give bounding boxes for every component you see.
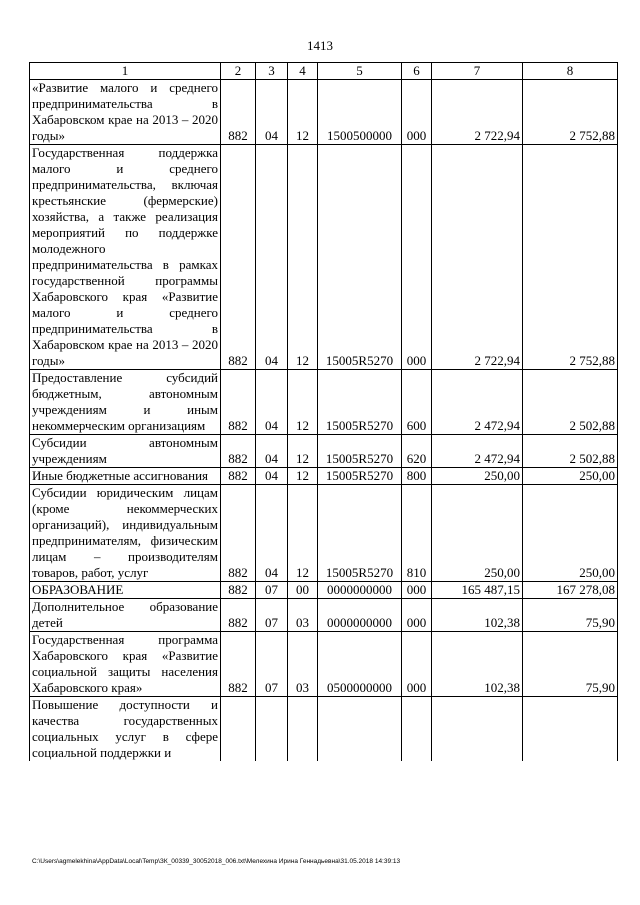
- row-rz: 04: [256, 370, 288, 435]
- row-csr: 1500500000: [318, 80, 402, 145]
- table-row: [30, 145, 618, 370]
- row-vr: 600: [402, 370, 432, 435]
- row-ved: 882: [221, 80, 256, 145]
- table-row: [30, 370, 618, 435]
- row-sum-2: [523, 697, 618, 762]
- table-row: [30, 632, 618, 697]
- row-rz: 04: [256, 468, 288, 485]
- row-ved: 882: [221, 632, 256, 697]
- row-rz: 07: [256, 582, 288, 599]
- row-name: Дополнительное образование детей: [30, 599, 221, 632]
- row-name: «Развитие малого и среднего предпринимательства в Хабаровском крае на 2013 – 2020 годы»: [30, 80, 221, 145]
- row-csr: 15005R5270: [318, 370, 402, 435]
- row-sum-1: 2 472,94: [432, 435, 523, 468]
- row-vr: 000: [402, 599, 432, 632]
- table-row: [30, 697, 618, 762]
- row-csr: 15005R5270: [318, 145, 402, 370]
- row-pr: 12: [288, 370, 318, 435]
- row-name: Государственная программа Хабаровского края «Развитие социальной защиты населения Хабаровского края»: [30, 632, 221, 697]
- page-number: 1413: [307, 38, 333, 53]
- row-name: ОБРАЗОВАНИЕ: [30, 582, 221, 599]
- row-rz: 04: [256, 435, 288, 468]
- row-pr: 03: [288, 632, 318, 697]
- row-pr: 12: [288, 145, 318, 370]
- column-header: 2: [221, 63, 256, 80]
- table-row: [30, 599, 618, 632]
- row-csr: 0500000000: [318, 632, 402, 697]
- row-rz: 04: [256, 145, 288, 370]
- row-rz: 07: [256, 632, 288, 697]
- column-header-row: [30, 63, 618, 80]
- column-header: 1: [30, 63, 221, 80]
- row-name: Субсидии юридическим лицам (кроме некоммерческих организаций), индивидуальным предпринимателям, физическим лицам – производителям товаров, работ, услуг: [30, 485, 221, 582]
- row-ved: [221, 697, 256, 762]
- row-pr: 12: [288, 435, 318, 468]
- column-header: 6: [402, 63, 432, 80]
- row-pr: 12: [288, 468, 318, 485]
- file-path-footer: C:\Users\agmelekhina\AppData\Local\Temp\ЗК_00339_30052018_006.txt\Мелехина Ирина Геннадьевна\31.05.2018 14:39:13: [32, 858, 401, 865]
- row-name: Предоставление субсидий бюджетным, автономным учреждениям и иным некоммерческим организациям: [30, 370, 221, 435]
- row-vr: [402, 697, 432, 762]
- row-name: Повышение доступности и качества государственных социальных услуг в сфере социальной поддержки и: [30, 697, 221, 762]
- row-rz: 07: [256, 599, 288, 632]
- row-sum-1: 250,00: [432, 468, 523, 485]
- row-sum-1: 102,38: [432, 599, 523, 632]
- table-row: [30, 80, 618, 145]
- row-csr: 15005R5270: [318, 485, 402, 582]
- row-sum-2: 250,00: [523, 485, 618, 582]
- row-ved: 882: [221, 468, 256, 485]
- row-ved: 882: [221, 145, 256, 370]
- row-sum-1: 2 722,94: [432, 80, 523, 145]
- row-pr: 00: [288, 582, 318, 599]
- column-header: 4: [288, 63, 318, 80]
- row-vr: 810: [402, 485, 432, 582]
- row-name: Государственная поддержка малого и среднего предпринимательства, включая крестьянские (фермерские) хозяйства, а также реализация мероприятий по поддержке молодежного предпринимательства в рамках государственной программы Хабаровского края «Развитие малого и среднего предпринимательства в Хабаровском крае на 2013 – 2020 годы»: [30, 145, 221, 370]
- row-ved: 882: [221, 435, 256, 468]
- row-pr: 03: [288, 599, 318, 632]
- row-sum-1: 2 722,94: [432, 145, 523, 370]
- column-header: 3: [256, 63, 288, 80]
- row-name: Субсидии автономным учреждениям: [30, 435, 221, 468]
- row-rz: [256, 697, 288, 762]
- row-csr: 15005R5270: [318, 435, 402, 468]
- row-ved: 882: [221, 370, 256, 435]
- row-vr: 000: [402, 632, 432, 697]
- row-sum-2: 2 502,88: [523, 435, 618, 468]
- row-vr: 800: [402, 468, 432, 485]
- column-header: 8: [523, 63, 618, 80]
- table-row: [30, 435, 618, 468]
- row-sum-2: 2 502,88: [523, 370, 618, 435]
- table-row: [30, 468, 618, 485]
- table-row: [30, 485, 618, 582]
- row-sum-2: 2 752,88: [523, 80, 618, 145]
- row-sum-2: 167 278,08: [523, 582, 618, 599]
- row-pr: 12: [288, 80, 318, 145]
- row-vr: 000: [402, 582, 432, 599]
- row-sum-2: 250,00: [523, 468, 618, 485]
- row-pr: [288, 697, 318, 762]
- row-pr: 12: [288, 485, 318, 582]
- row-ved: 882: [221, 485, 256, 582]
- row-vr: 000: [402, 80, 432, 145]
- row-sum-2: 75,90: [523, 632, 618, 697]
- table-row: [30, 582, 618, 599]
- column-header: 5: [318, 63, 402, 80]
- row-csr: [318, 697, 402, 762]
- row-name: Иные бюджетные ассигнования: [30, 468, 221, 485]
- row-rz: 04: [256, 80, 288, 145]
- row-csr: 15005R5270: [318, 468, 402, 485]
- row-sum-1: 165 487,15: [432, 582, 523, 599]
- row-ved: 882: [221, 582, 256, 599]
- row-ved: 882: [221, 599, 256, 632]
- budget-table: [29, 62, 618, 761]
- column-header: 7: [432, 63, 523, 80]
- row-rz: 04: [256, 485, 288, 582]
- row-vr: 000: [402, 145, 432, 370]
- row-sum-1: 102,38: [432, 632, 523, 697]
- row-csr: 0000000000: [318, 582, 402, 599]
- row-sum-1: [432, 697, 523, 762]
- row-vr: 620: [402, 435, 432, 468]
- row-csr: 0000000000: [318, 599, 402, 632]
- row-sum-1: 2 472,94: [432, 370, 523, 435]
- row-sum-1: 250,00: [432, 485, 523, 582]
- row-sum-2: 75,90: [523, 599, 618, 632]
- row-sum-2: 2 752,88: [523, 145, 618, 370]
